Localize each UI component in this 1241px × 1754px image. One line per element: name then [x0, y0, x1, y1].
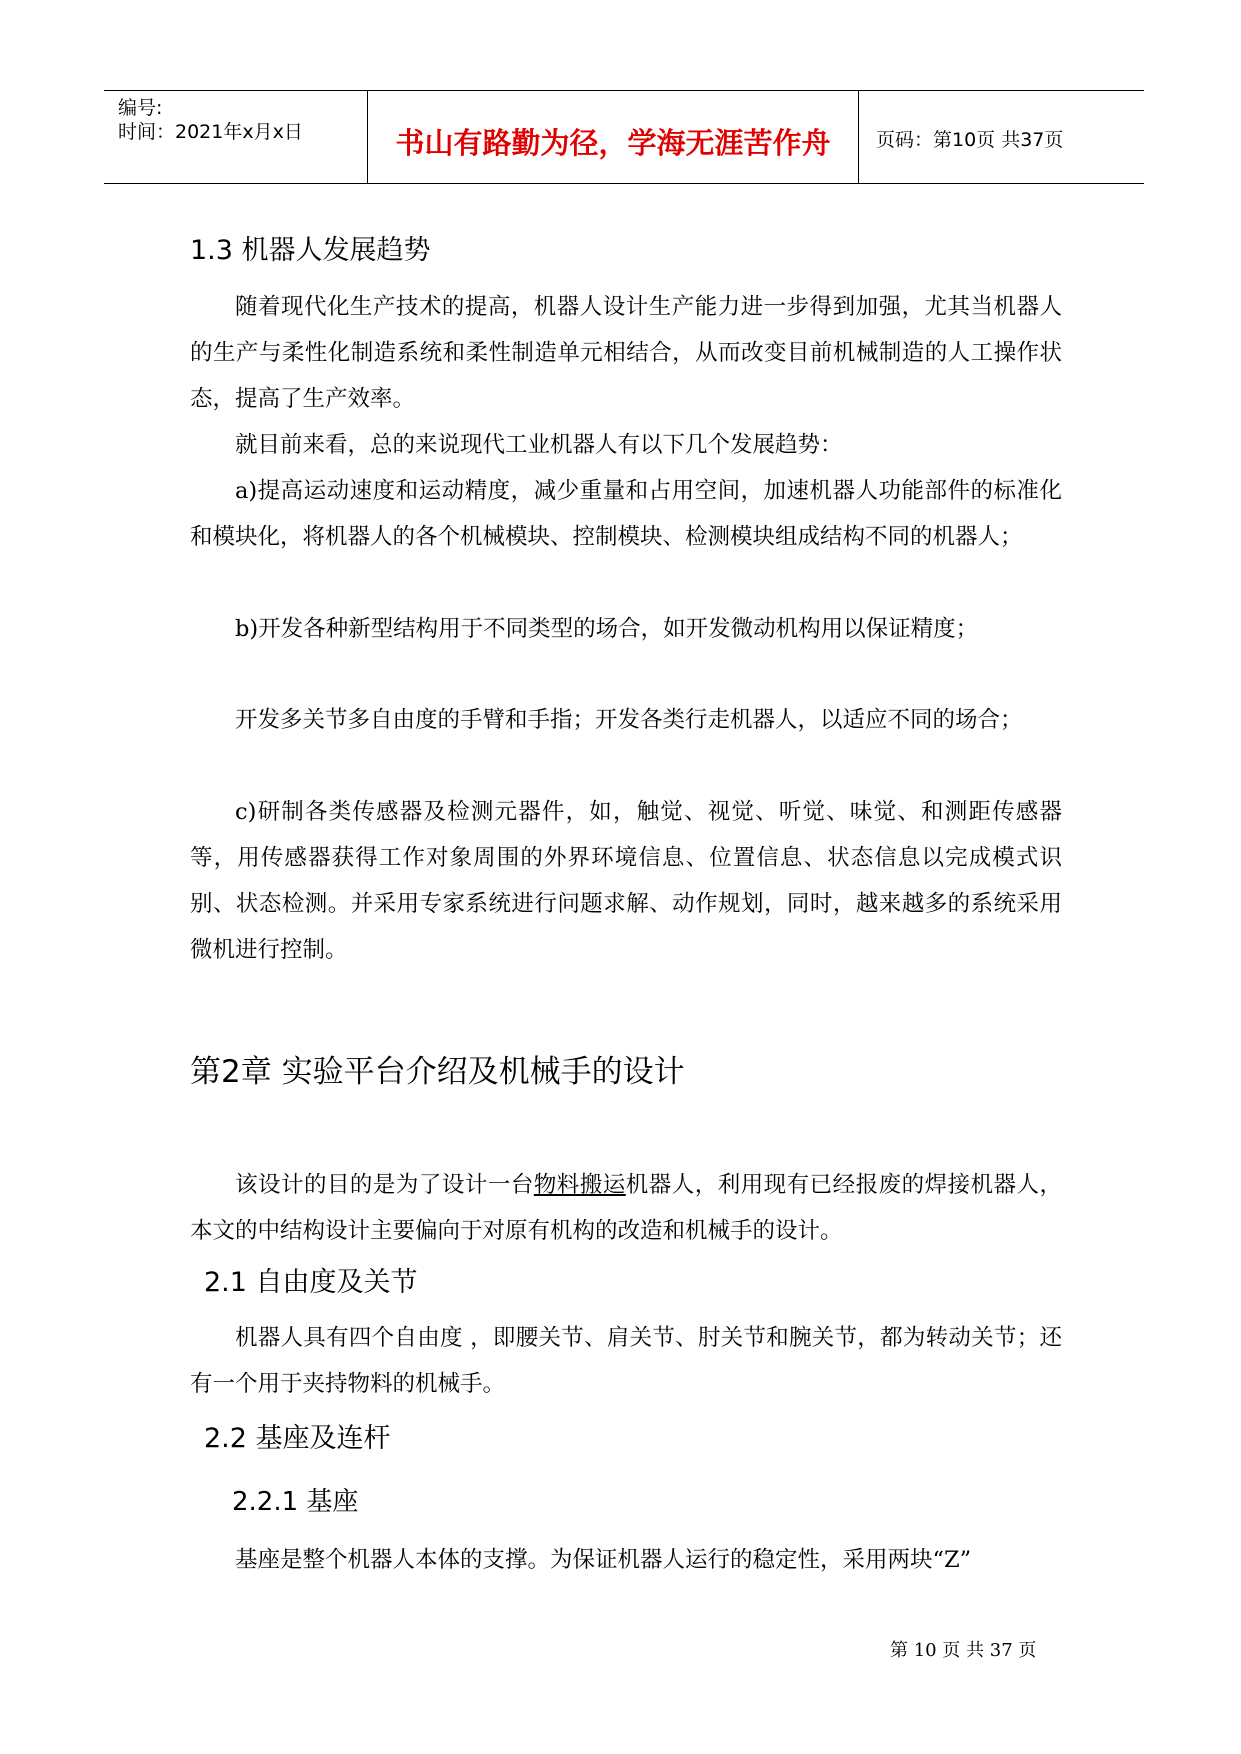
section-heading-2-2-1: 2.2.1 基座 — [232, 1487, 359, 1517]
paragraph-trend-b: b)开发各种新型结构用于不同类型的场合，如开发微动机构用以保证精度； — [235, 616, 979, 642]
time-label: 时间：2021年x月x日 — [118, 121, 303, 143]
serial-number-label: 编号: — [118, 97, 163, 119]
section-heading-2-2: 2.2 基座及连杆 — [204, 1423, 391, 1454]
design-goal-text-start: 该设计的目的是为了设计一台 — [235, 1172, 534, 1198]
paragraph-intro: 随着现代化生产技术的提高，机器人设计生产能力进一步得到加强，尤其当机器人的生产与柔性化制造系统和柔性制造单元相结合，从而改变目前机械制造的人工操作状态，提高了生产效率。 — [190, 294, 1062, 412]
page-code: 页码：第10页 共37页 — [876, 129, 1064, 151]
header-page-cell — [860, 91, 1144, 183]
motto-text: 书山有路勤为径，学海无涯苦作舟 — [395, 126, 831, 160]
header-info-cell — [104, 91, 368, 183]
paragraph-trends-lead: 就目前来看，总的来说现代工业机器人有以下几个发展趋势： — [235, 432, 843, 458]
paragraph-trend-a: a)提高运动速度和运动精度，减少重量和占用空间，加速机器人功能部件的标准化和模块化，将机器人的各个机械模块、控制模块、检测模块组成结构不同的机器人； — [190, 478, 1062, 550]
paragraph-trend-b-cont: 开发多关节多自由度的手臂和手指；开发各类行走机器人，以适应不同的场合； — [235, 707, 1023, 733]
paragraph-base: 基座是整个机器人本体的支撑。为保证机器人运行的稳定性，采用两块“Z” — [235, 1547, 972, 1573]
page-header — [104, 90, 1144, 184]
header-motto-cell — [368, 91, 859, 183]
design-goal-text-end: 机器人，利用现有已经报废的焊接机器人，本文的中结构设计主要偏向于对原有机构的改造和机械手的设计。 — [190, 1172, 1062, 1244]
chapter-heading-2: 第2章 实验平台介绍及机械手的设计 — [190, 1054, 685, 1090]
section-heading-1-3: 1.3 机器人发展趋势 — [190, 235, 431, 266]
paragraph-trend-c: c)研制各类传感器及检测元器件，如，触觉、视觉、听觉、味觉、和测距传感器等，用传感器获得工作对象周围的外界环境信息、位置信息、状态信息以完成模式识别、状态检测。并采用专家系统进行问题求解、动作规划，同时，越来越多的系统采用微机进行控制。 — [190, 799, 1062, 963]
paragraph-design-goal — [190, 1162, 1062, 1254]
material-handling-term: 物料搬运 — [533, 1172, 626, 1198]
section-heading-2-1: 2.1 自由度及关节 — [204, 1267, 418, 1298]
paragraph-dof: 机器人具有四个自由度 ，即腰关节、肩关节、肘关节和腕关节，都为转动关节；还有一个用于夹持物料的机械手。 — [190, 1325, 1062, 1397]
page-footer: 第 10 页 共 37 页 — [890, 1640, 1037, 1661]
